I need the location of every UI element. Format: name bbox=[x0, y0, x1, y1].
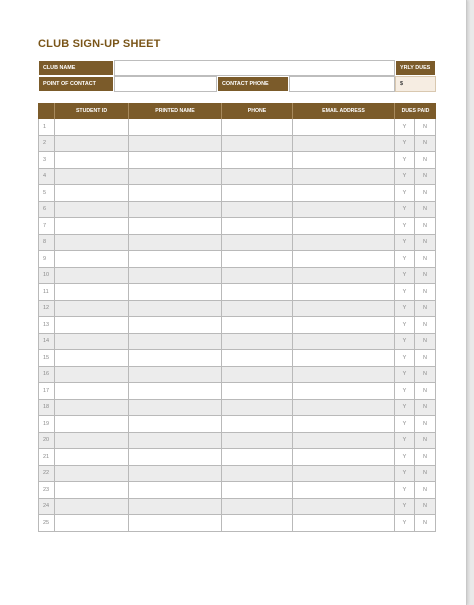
header-number bbox=[38, 103, 55, 119]
dues-paid-no[interactable]: N bbox=[415, 499, 436, 516]
table-row bbox=[38, 119, 436, 136]
dues-paid-yes[interactable]: Y bbox=[395, 301, 415, 318]
email-address-cell[interactable] bbox=[293, 235, 395, 252]
phone-cell[interactable] bbox=[222, 251, 293, 268]
row-number: 9 bbox=[38, 251, 55, 268]
email-address-cell[interactable] bbox=[293, 350, 395, 367]
student-id-cell[interactable] bbox=[55, 449, 129, 466]
row-number: 21 bbox=[38, 449, 55, 466]
dues-paid-no[interactable]: N bbox=[415, 400, 436, 417]
printed-name-cell[interactable] bbox=[129, 482, 222, 499]
dues-paid-no[interactable]: N bbox=[415, 185, 436, 202]
dues-paid-no[interactable]: N bbox=[415, 301, 436, 318]
table-row bbox=[38, 449, 436, 466]
phone-cell[interactable] bbox=[222, 466, 293, 483]
dues-paid-yes[interactable]: Y bbox=[395, 169, 415, 186]
student-id-cell[interactable] bbox=[55, 169, 129, 186]
table-row bbox=[38, 218, 436, 235]
table-row bbox=[38, 251, 436, 268]
table-row bbox=[38, 499, 436, 516]
student-id-cell[interactable] bbox=[55, 482, 129, 499]
table-row bbox=[38, 383, 436, 400]
table-row bbox=[38, 136, 436, 153]
table-row bbox=[38, 416, 436, 433]
point-of-contact-label: POINT OF CONTACT bbox=[38, 76, 114, 92]
printed-name-cell[interactable] bbox=[129, 400, 222, 417]
contact-phone-field[interactable] bbox=[289, 76, 395, 92]
email-address-cell[interactable] bbox=[293, 119, 395, 136]
email-address-cell[interactable] bbox=[293, 202, 395, 219]
table-header-row bbox=[38, 103, 436, 119]
student-id-cell[interactable] bbox=[55, 301, 129, 318]
email-address-cell[interactable] bbox=[293, 268, 395, 285]
dues-paid-yes[interactable]: Y bbox=[395, 416, 415, 433]
printed-name-cell[interactable] bbox=[129, 251, 222, 268]
phone-cell[interactable] bbox=[222, 284, 293, 301]
email-address-cell[interactable] bbox=[293, 449, 395, 466]
printed-name-cell[interactable] bbox=[129, 416, 222, 433]
email-address-cell[interactable] bbox=[293, 136, 395, 153]
row-number: 7 bbox=[38, 218, 55, 235]
table-row bbox=[38, 317, 436, 334]
row-number: 6 bbox=[38, 202, 55, 219]
email-address-cell[interactable] bbox=[293, 416, 395, 433]
table-row bbox=[38, 301, 436, 318]
dues-paid-yes[interactable]: Y bbox=[395, 317, 415, 334]
dues-paid-no[interactable]: N bbox=[415, 268, 436, 285]
student-id-cell[interactable] bbox=[55, 119, 129, 136]
email-address-cell[interactable] bbox=[293, 482, 395, 499]
table-row bbox=[38, 334, 436, 351]
table-row bbox=[38, 367, 436, 384]
phone-cell[interactable] bbox=[222, 235, 293, 252]
contact-phone-label: CONTACT PHONE bbox=[217, 76, 289, 92]
phone-cell[interactable] bbox=[222, 515, 293, 532]
club-name-row bbox=[38, 60, 436, 76]
student-id-cell[interactable] bbox=[55, 499, 129, 516]
dues-paid-no[interactable]: N bbox=[415, 251, 436, 268]
row-number: 1 bbox=[38, 119, 55, 136]
dues-paid-yes[interactable]: Y bbox=[395, 235, 415, 252]
table-row bbox=[38, 268, 436, 285]
email-address-cell[interactable] bbox=[293, 400, 395, 417]
phone-cell[interactable] bbox=[222, 400, 293, 417]
yrly-dues-label: YRLY DUES bbox=[395, 60, 436, 76]
row-number: 20 bbox=[38, 433, 55, 450]
student-id-cell[interactable] bbox=[55, 251, 129, 268]
phone-cell[interactable] bbox=[222, 449, 293, 466]
student-id-cell[interactable] bbox=[55, 235, 129, 252]
header-dues-paid: DUES PAID bbox=[401, 108, 430, 114]
dues-paid-no[interactable]: N bbox=[415, 383, 436, 400]
email-address-cell[interactable] bbox=[293, 515, 395, 532]
phone-cell[interactable] bbox=[222, 383, 293, 400]
dues-paid-yes[interactable]: Y bbox=[395, 449, 415, 466]
printed-name-cell[interactable] bbox=[129, 449, 222, 466]
yrly-dues-amount-field[interactable]: $ bbox=[395, 76, 436, 92]
table-row bbox=[38, 433, 436, 450]
dues-paid-yes[interactable]: Y bbox=[395, 334, 415, 351]
phone-cell[interactable] bbox=[222, 499, 293, 516]
dues-paid-yes[interactable]: Y bbox=[395, 466, 415, 483]
printed-name-cell[interactable] bbox=[129, 202, 222, 219]
email-address-cell[interactable] bbox=[293, 218, 395, 235]
printed-name-cell[interactable] bbox=[129, 350, 222, 367]
club-info-table bbox=[38, 60, 436, 92]
phone-cell[interactable] bbox=[222, 482, 293, 499]
printed-name-cell[interactable] bbox=[129, 383, 222, 400]
dues-paid-no[interactable]: N bbox=[415, 284, 436, 301]
table-row bbox=[38, 152, 436, 169]
table-body bbox=[38, 119, 436, 532]
email-address-cell[interactable] bbox=[293, 169, 395, 186]
dues-paid-yes[interactable]: Y bbox=[395, 185, 415, 202]
printed-name-cell[interactable] bbox=[129, 185, 222, 202]
row-number: 25 bbox=[38, 515, 55, 532]
printed-name-cell[interactable] bbox=[129, 169, 222, 186]
dues-paid-yes[interactable]: Y bbox=[395, 136, 415, 153]
phone-cell[interactable] bbox=[222, 433, 293, 450]
table-row bbox=[38, 482, 436, 499]
row-number: 16 bbox=[38, 367, 55, 384]
dues-paid-yes[interactable]: Y bbox=[395, 350, 415, 367]
phone-cell[interactable] bbox=[222, 268, 293, 285]
printed-name-cell[interactable] bbox=[129, 152, 222, 169]
student-id-cell[interactable] bbox=[55, 284, 129, 301]
email-address-cell[interactable] bbox=[293, 185, 395, 202]
printed-name-cell[interactable] bbox=[129, 515, 222, 532]
row-number: 12 bbox=[38, 301, 55, 318]
phone-cell[interactable] bbox=[222, 334, 293, 351]
row-number: 24 bbox=[38, 499, 55, 516]
dues-paid-no[interactable]: N bbox=[415, 119, 436, 136]
table-row bbox=[38, 350, 436, 367]
student-id-cell[interactable] bbox=[55, 350, 129, 367]
dues-paid-yes[interactable]: Y bbox=[395, 202, 415, 219]
phone-cell[interactable] bbox=[222, 202, 293, 219]
point-of-contact-field[interactable] bbox=[114, 76, 217, 92]
email-address-cell[interactable] bbox=[293, 301, 395, 318]
row-number: 22 bbox=[38, 466, 55, 483]
dues-paid-yes[interactable]: Y bbox=[395, 119, 415, 136]
row-number: 17 bbox=[38, 383, 55, 400]
printed-name-cell[interactable] bbox=[129, 499, 222, 516]
dues-paid-no[interactable]: N bbox=[415, 449, 436, 466]
email-address-cell[interactable] bbox=[293, 152, 395, 169]
header-phone: PHONE bbox=[222, 103, 293, 119]
dues-paid-no[interactable]: N bbox=[415, 416, 436, 433]
dues-paid-no[interactable]: N bbox=[415, 466, 436, 483]
student-id-cell[interactable] bbox=[55, 515, 129, 532]
club-name-field[interactable] bbox=[114, 60, 395, 76]
row-number: 5 bbox=[38, 185, 55, 202]
sheet-title: CLUB SIGN-UP SHEET bbox=[38, 38, 161, 50]
table-row bbox=[38, 284, 436, 301]
printed-name-cell[interactable] bbox=[129, 367, 222, 384]
row-number: 11 bbox=[38, 284, 55, 301]
printed-name-cell[interactable] bbox=[129, 136, 222, 153]
printed-name-cell[interactable] bbox=[129, 235, 222, 252]
phone-cell[interactable] bbox=[222, 169, 293, 186]
phone-cell[interactable] bbox=[222, 317, 293, 334]
printed-name-cell[interactable] bbox=[129, 317, 222, 334]
printed-name-cell[interactable] bbox=[129, 119, 222, 136]
phone-cell[interactable] bbox=[222, 350, 293, 367]
dues-paid-no[interactable]: N bbox=[415, 515, 436, 532]
email-address-cell[interactable] bbox=[293, 317, 395, 334]
dues-paid-yes[interactable]: Y bbox=[395, 499, 415, 516]
row-number: 15 bbox=[38, 350, 55, 367]
dues-paid-yes[interactable]: Y bbox=[395, 284, 415, 301]
row-number: 4 bbox=[38, 169, 55, 186]
table-row bbox=[38, 185, 436, 202]
student-id-cell[interactable] bbox=[55, 317, 129, 334]
email-address-cell[interactable] bbox=[293, 499, 395, 516]
signup-table bbox=[38, 103, 436, 532]
dues-paid-yes[interactable]: Y bbox=[395, 433, 415, 450]
student-id-cell[interactable] bbox=[55, 367, 129, 384]
student-id-cell[interactable] bbox=[55, 152, 129, 169]
email-address-cell[interactable] bbox=[293, 433, 395, 450]
student-id-cell[interactable] bbox=[55, 218, 129, 235]
student-id-cell[interactable] bbox=[55, 268, 129, 285]
printed-name-cell[interactable] bbox=[129, 433, 222, 450]
phone-cell[interactable] bbox=[222, 367, 293, 384]
row-number: 14 bbox=[38, 334, 55, 351]
printed-name-cell[interactable] bbox=[129, 334, 222, 351]
dues-paid-yes[interactable]: Y bbox=[395, 482, 415, 499]
row-number: 8 bbox=[38, 235, 55, 252]
club-name-label: CLUB NAME bbox=[38, 60, 114, 76]
row-number: 10 bbox=[38, 268, 55, 285]
dues-paid-no[interactable]: N bbox=[415, 169, 436, 186]
student-id-cell[interactable] bbox=[55, 400, 129, 417]
row-number: 2 bbox=[38, 136, 55, 153]
dues-paid-yes[interactable]: Y bbox=[395, 251, 415, 268]
student-id-cell[interactable] bbox=[55, 202, 129, 219]
printed-name-cell[interactable] bbox=[129, 218, 222, 235]
student-id-cell[interactable] bbox=[55, 416, 129, 433]
email-address-cell[interactable] bbox=[293, 334, 395, 351]
student-id-cell[interactable] bbox=[55, 185, 129, 202]
student-id-cell[interactable] bbox=[55, 433, 129, 450]
table-row bbox=[38, 169, 436, 186]
table-row bbox=[38, 202, 436, 219]
row-number: 19 bbox=[38, 416, 55, 433]
phone-cell[interactable] bbox=[222, 185, 293, 202]
printed-name-cell[interactable] bbox=[129, 466, 222, 483]
email-address-cell[interactable] bbox=[293, 466, 395, 483]
printed-name-cell[interactable] bbox=[129, 268, 222, 285]
dues-paid-no[interactable]: N bbox=[415, 482, 436, 499]
table-row bbox=[38, 235, 436, 252]
dues-paid-no[interactable]: N bbox=[415, 350, 436, 367]
dues-paid-yes[interactable]: Y bbox=[395, 515, 415, 532]
student-id-cell[interactable] bbox=[55, 466, 129, 483]
dues-paid-no[interactable]: N bbox=[415, 202, 436, 219]
dues-paid-no[interactable]: N bbox=[415, 433, 436, 450]
dues-paid-yes[interactable]: Y bbox=[395, 367, 415, 384]
contact-row bbox=[38, 76, 436, 92]
email-address-cell[interactable] bbox=[293, 251, 395, 268]
row-number: 23 bbox=[38, 482, 55, 499]
row-number: 18 bbox=[38, 400, 55, 417]
printed-name-cell[interactable] bbox=[129, 301, 222, 318]
dues-paid-yes[interactable]: Y bbox=[395, 400, 415, 417]
table-row bbox=[38, 400, 436, 417]
phone-cell[interactable] bbox=[222, 218, 293, 235]
phone-cell[interactable] bbox=[222, 136, 293, 153]
dues-paid-yes[interactable]: Y bbox=[395, 383, 415, 400]
dues-paid-no[interactable]: N bbox=[415, 334, 436, 351]
dues-paid-yes[interactable]: Y bbox=[395, 152, 415, 169]
table-row bbox=[38, 466, 436, 483]
phone-cell[interactable] bbox=[222, 301, 293, 318]
row-number: 13 bbox=[38, 317, 55, 334]
printed-name-cell[interactable] bbox=[129, 284, 222, 301]
dues-paid-no[interactable]: N bbox=[415, 317, 436, 334]
dues-paid-no[interactable]: N bbox=[415, 152, 436, 169]
header-printed-name: PRINTED NAME bbox=[129, 103, 222, 119]
dues-paid-no[interactable]: N bbox=[415, 218, 436, 235]
phone-cell[interactable] bbox=[222, 416, 293, 433]
email-address-cell[interactable] bbox=[293, 284, 395, 301]
email-address-cell[interactable] bbox=[293, 383, 395, 400]
student-id-cell[interactable] bbox=[55, 383, 129, 400]
header-email-address: EMAIL ADDRESS bbox=[293, 103, 395, 119]
email-address-cell[interactable] bbox=[293, 367, 395, 384]
student-id-cell[interactable] bbox=[55, 334, 129, 351]
table-row bbox=[38, 515, 436, 532]
dues-paid-no[interactable]: N bbox=[415, 136, 436, 153]
dues-paid-yes[interactable]: Y bbox=[395, 268, 415, 285]
dues-paid-no[interactable]: N bbox=[415, 367, 436, 384]
row-number: 3 bbox=[38, 152, 55, 169]
phone-cell[interactable] bbox=[222, 119, 293, 136]
header-student-id: STUDENT ID bbox=[55, 103, 129, 119]
student-id-cell[interactable] bbox=[55, 136, 129, 153]
dues-paid-no[interactable]: N bbox=[415, 235, 436, 252]
dues-paid-yes[interactable]: Y bbox=[395, 218, 415, 235]
phone-cell[interactable] bbox=[222, 152, 293, 169]
